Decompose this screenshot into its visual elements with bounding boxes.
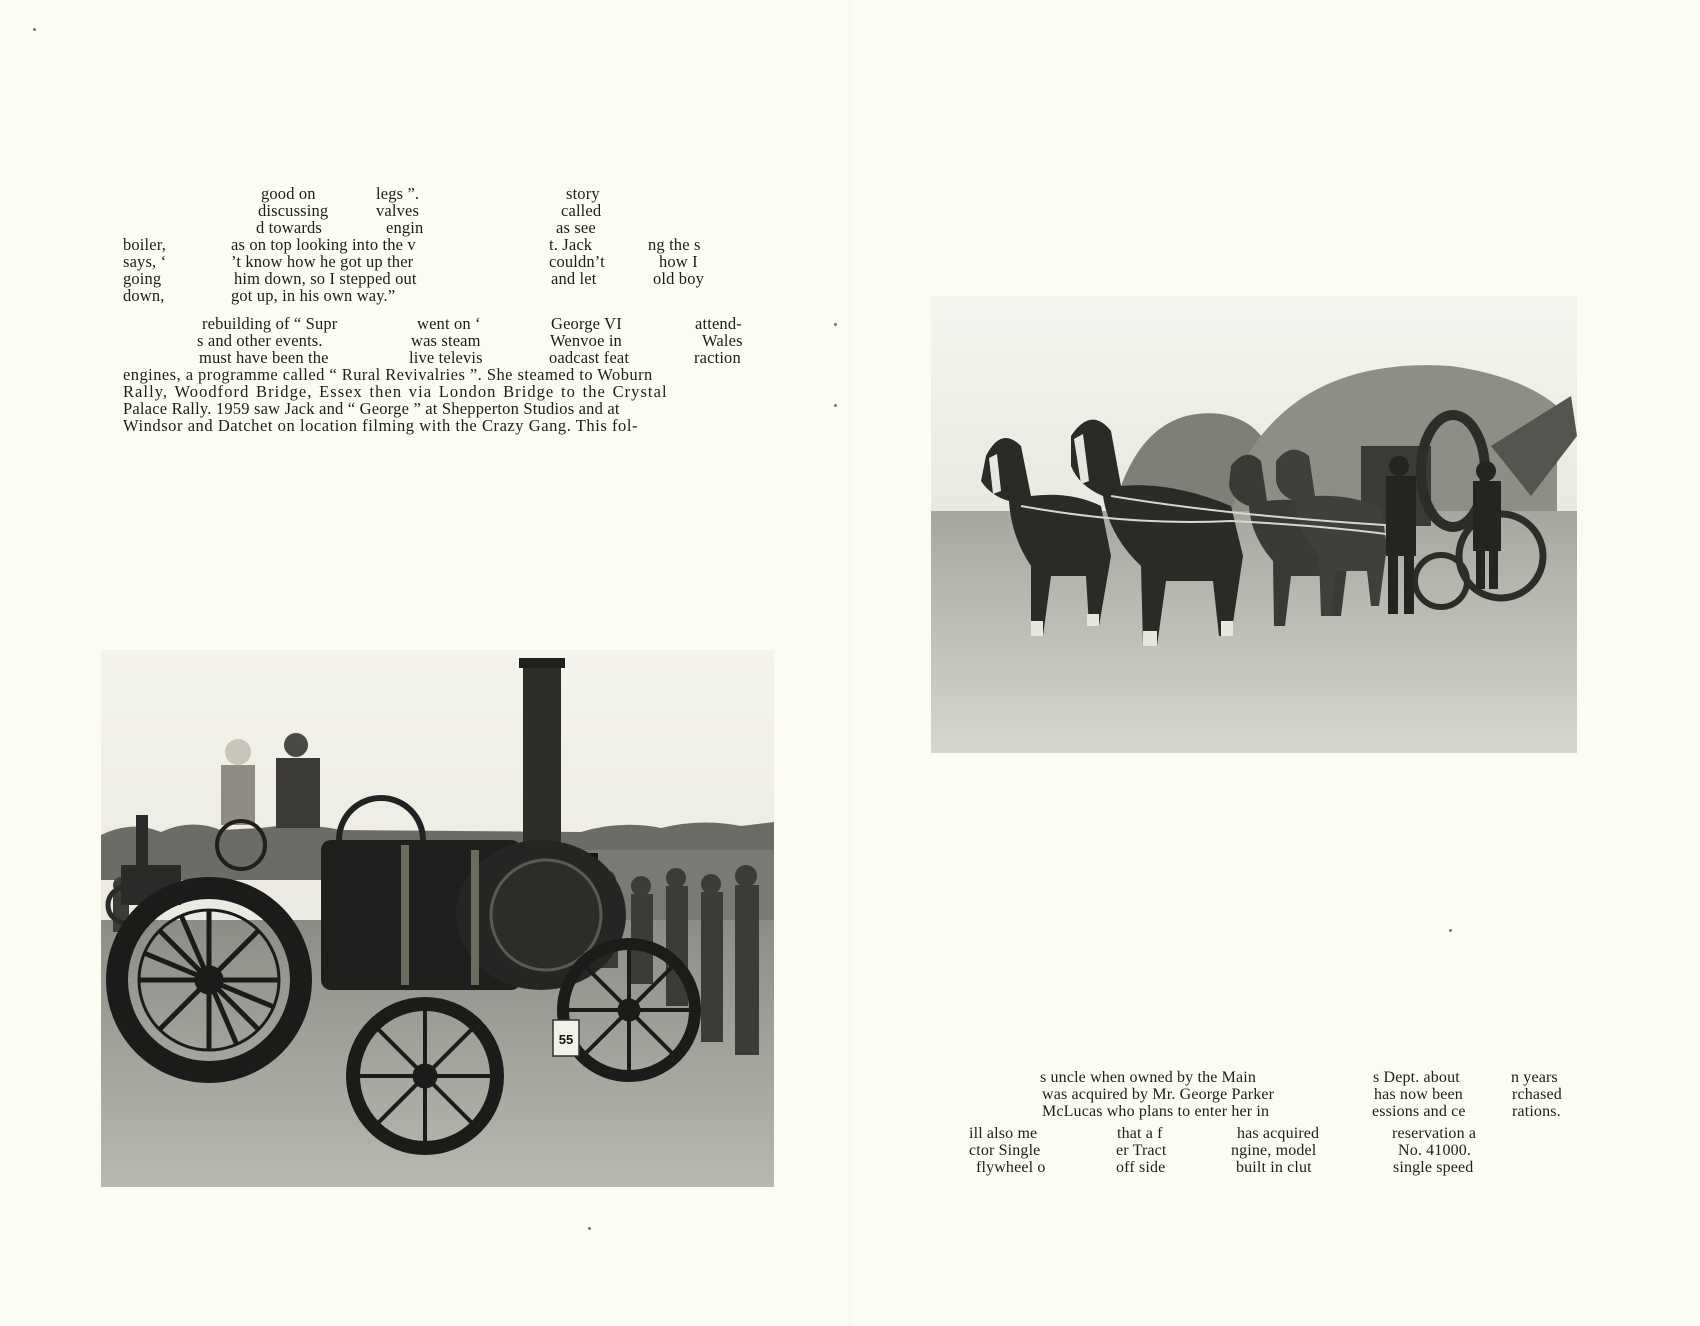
horse-team-illustration (931, 296, 1577, 753)
text-fragment: ngine, model (1231, 1142, 1317, 1159)
text-line: Palace Rally. 1959 saw Jack and “ George ” at Shepperton Studios and at (123, 399, 620, 418)
paper-speck (834, 323, 837, 326)
text-fragment: Wenvoe in (550, 331, 622, 350)
text-fragment: boiler, (123, 235, 167, 254)
text-fragment: story (566, 184, 600, 203)
text-fragment: attend- (695, 314, 742, 333)
text-fragment: ill also me (969, 1125, 1038, 1142)
paper-speck (834, 404, 837, 407)
text-fragment: s Dept. about (1373, 1069, 1460, 1086)
text-line: engines, a programme called “ Rural Revivalries ”. She steamed to Woburn (123, 365, 653, 384)
text-fragment: rchased (1512, 1086, 1562, 1103)
text-fragment: ctor Single (969, 1142, 1041, 1159)
text-fragment: reservation a (1392, 1125, 1477, 1142)
text-fragment: says, ‘ (123, 252, 167, 271)
text-fragment: going (123, 269, 162, 288)
text-fragment: valves (376, 201, 420, 220)
text-fragment: has now been (1374, 1086, 1463, 1103)
text-fragment: that a f (1117, 1125, 1163, 1142)
text-fragment: McLucas who plans to enter her in (1042, 1103, 1270, 1120)
text-fragment: has acquired (1237, 1125, 1320, 1142)
page-fold (849, 0, 851, 1326)
text-fragment: ng the s (648, 235, 701, 254)
text-fragment: and let (551, 269, 597, 288)
text-fragment: must have been the (199, 348, 329, 367)
text-fragment: legs ”. (376, 184, 420, 203)
traction-engine-illustration (101, 650, 774, 1187)
text-fragment: s uncle when owned by the Main (1040, 1069, 1257, 1086)
text-fragment: ’t know how he got up ther (231, 252, 414, 271)
text-fragment: how I (659, 252, 698, 271)
traction-engine-photo (101, 650, 774, 1187)
text-fragment: d towards (256, 218, 322, 237)
text-fragment: rations. (1512, 1103, 1561, 1120)
text-line: Windsor and Datchet on location filming with the Crazy Gang. This fol- (123, 416, 639, 435)
text-fragment: built in clut (1236, 1159, 1312, 1176)
text-fragment: live televis (409, 348, 483, 367)
text-fragment: flywheel o (976, 1159, 1046, 1176)
text-fragment: as see (556, 218, 596, 237)
text-fragment: oadcast feat (549, 348, 630, 367)
text-fragment: old boy (653, 269, 705, 288)
text-fragment: good on (261, 184, 316, 203)
text-fragment: discussing (258, 201, 329, 220)
text-fragment: No. 41000. (1398, 1142, 1472, 1159)
text-fragment: t. Jack (549, 235, 593, 254)
text-fragment: engin (386, 218, 424, 237)
text-fragment: was acquired by Mr. George Parker (1042, 1086, 1275, 1103)
paper-speck (1449, 929, 1452, 932)
paper-speck (33, 28, 36, 31)
text-fragment: essions and ce (1372, 1103, 1466, 1120)
text-fragment: off side (1116, 1159, 1166, 1176)
text-fragment: Wales (702, 331, 743, 350)
text-fragment: couldn’t (549, 252, 605, 271)
paper-speck (588, 1227, 591, 1230)
rally-number-badge: 55 (558, 1032, 574, 1047)
text-fragment: was steam (411, 331, 481, 350)
text-fragment: him down, so I stepped out (234, 269, 417, 288)
text-fragment: George VI (551, 314, 622, 333)
text-fragment: got up, in his own way.” (231, 286, 396, 305)
text-fragment: s and other events. (197, 331, 323, 350)
text-fragment: went on ‘ (417, 314, 481, 333)
horse-team-photo (931, 296, 1577, 753)
text-fragment: n years (1511, 1069, 1558, 1086)
text-fragment: er Tract (1116, 1142, 1167, 1159)
text-fragment: as on top looking into the v (231, 235, 416, 254)
text-fragment: down, (123, 286, 165, 305)
text-fragment: rebuilding of “ Supr (202, 314, 338, 333)
text-fragment: single speed (1393, 1159, 1474, 1176)
text-fragment: called (561, 201, 602, 220)
text-fragment: raction (694, 348, 741, 367)
text-line: Rally, Woodford Bridge, Essex then via London Bridge to the Crystal (123, 382, 668, 401)
